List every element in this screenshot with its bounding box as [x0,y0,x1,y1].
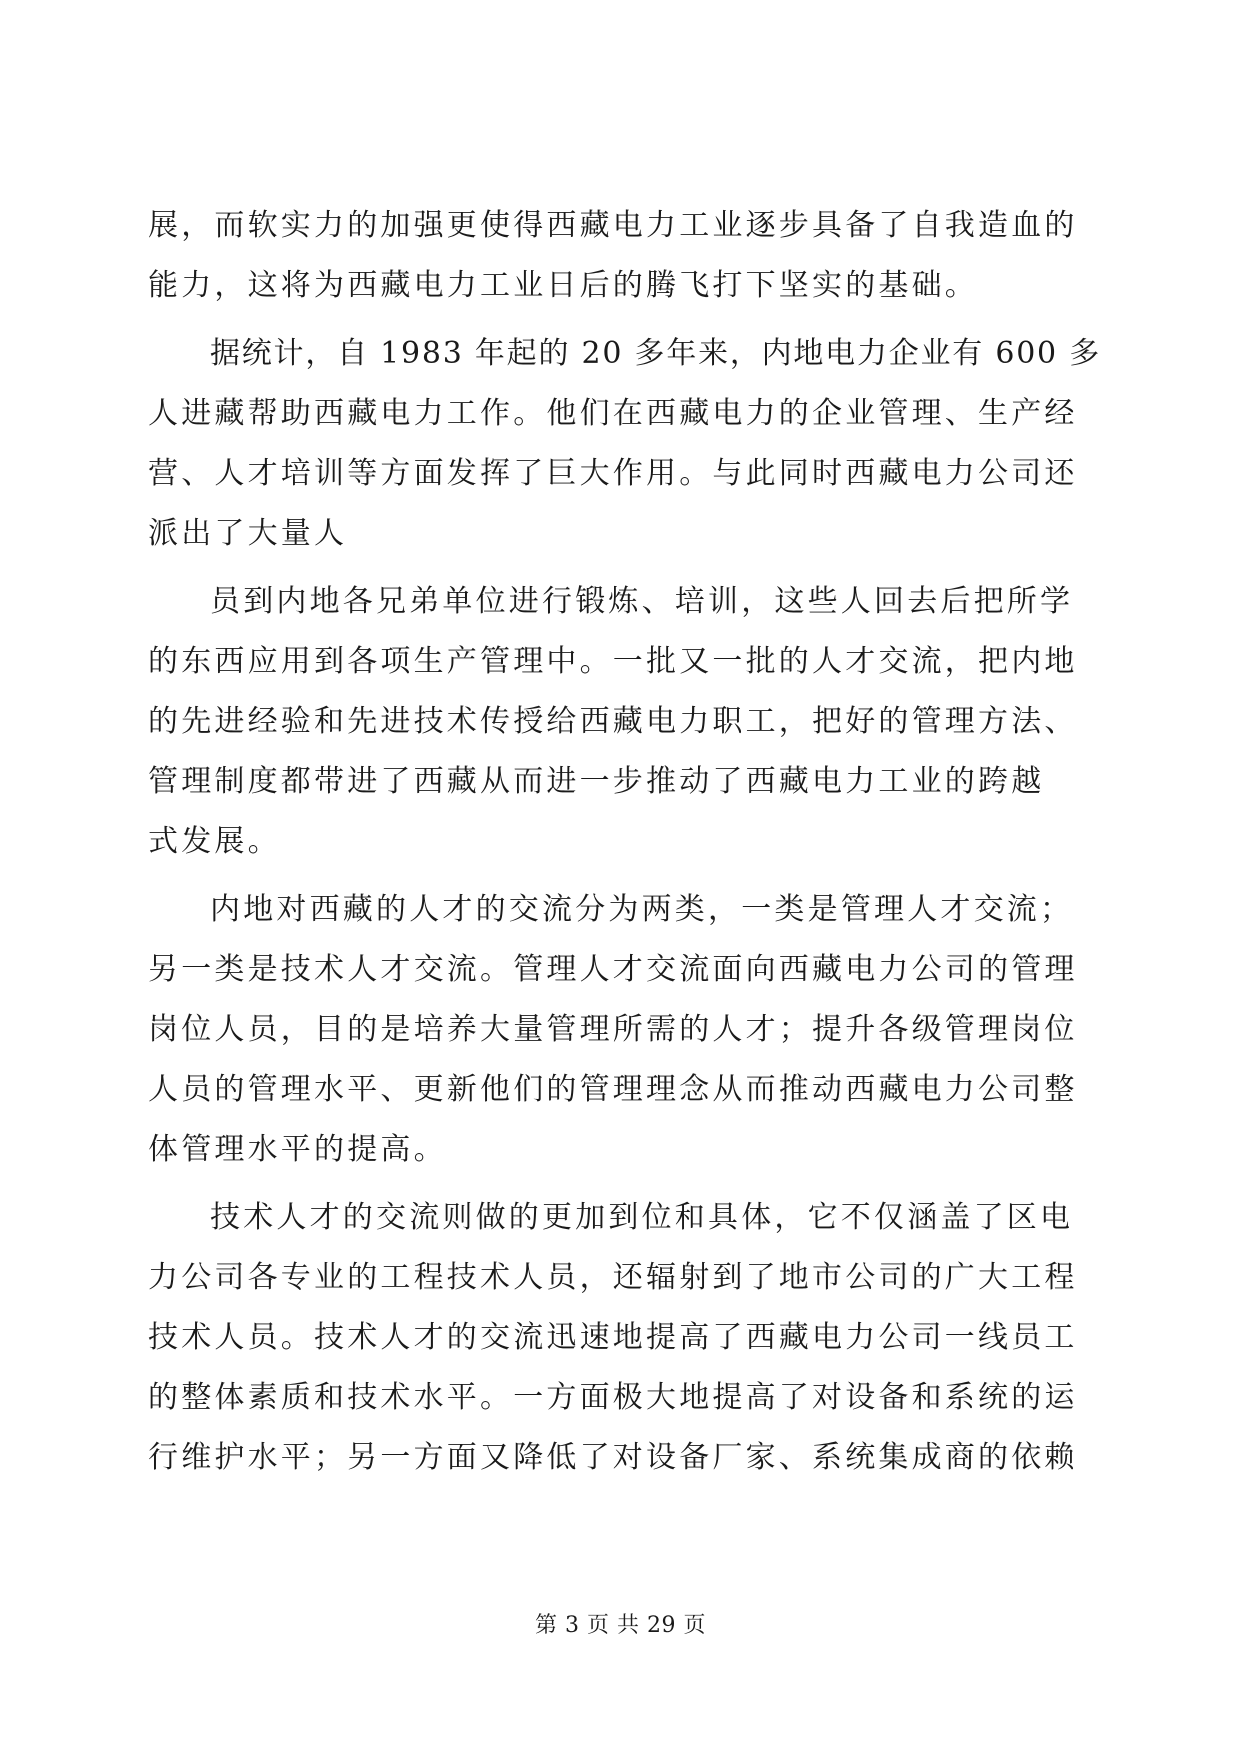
text-line: 技术人才的交流则做的更加到位和具体，它不仅涵盖了区电 [210,1200,1074,1235]
text-line: 据统计，自 1983 年起的 20 多年来，内地电力企业有 600 多 [210,336,1101,371]
text-line: 岗位人员，目的是培养大量管理所需的人才；提升各级管理岗位 [148,1012,1078,1047]
text-line: 展，而软实力的加强更使得西藏电力工业逐步具备了自我造血的 [148,208,1078,243]
text-line: 的先进经验和先进技术传授给西藏电力职工，把好的管理方法、 [148,704,1078,739]
text-line: 技术人员。技术人才的交流迅速地提高了西藏电力公司一线员工 [148,1320,1078,1355]
text-line: 内地对西藏的人才的交流分为两类，一类是管理人才交流； [210,892,1074,927]
text-line: 员到内地各兄弟单位进行锻炼、培训，这些人回去后把所学 [210,584,1074,619]
text-line: 体管理水平的提高。 [148,1132,447,1167]
text-line: 的东西应用到各项生产管理中。一批又一批的人才交流，把内地 [148,644,1078,679]
text-line: 营、人才培训等方面发挥了巨大作用。与此同时西藏电力公司还 [148,456,1078,491]
text-line: 人进藏帮助西藏电力工作。他们在西藏电力的企业管理、生产经 [148,396,1078,431]
text-line: 行维护水平；另一方面又降低了对设备厂家、系统集成商的依赖 [148,1440,1078,1475]
text-line: 力公司各专业的工程技术人员，还辐射到了地市公司的广大工程 [148,1260,1078,1295]
text-line: 式发展。 [148,824,281,859]
text-line: 能力，这将为西藏电力工业日后的腾飞打下坚实的基础。 [148,268,978,303]
text-line: 的整体素质和技术水平。一方面极大地提高了对设备和系统的运 [148,1380,1078,1415]
text-line: 另一类是技术人才交流。管理人才交流面向西藏电力公司的管理 [148,952,1078,987]
text-line: 管理制度都带进了西藏从而进一步推动了西藏电力工业的跨越 [148,764,1045,799]
page-number-footer: 第 3 页 共 29 页 [535,1613,706,1638]
text-line: 派出了大量人 [148,516,348,551]
text-line: 人员的管理水平、更新他们的管理理念从而推动西藏电力公司整 [148,1072,1078,1107]
